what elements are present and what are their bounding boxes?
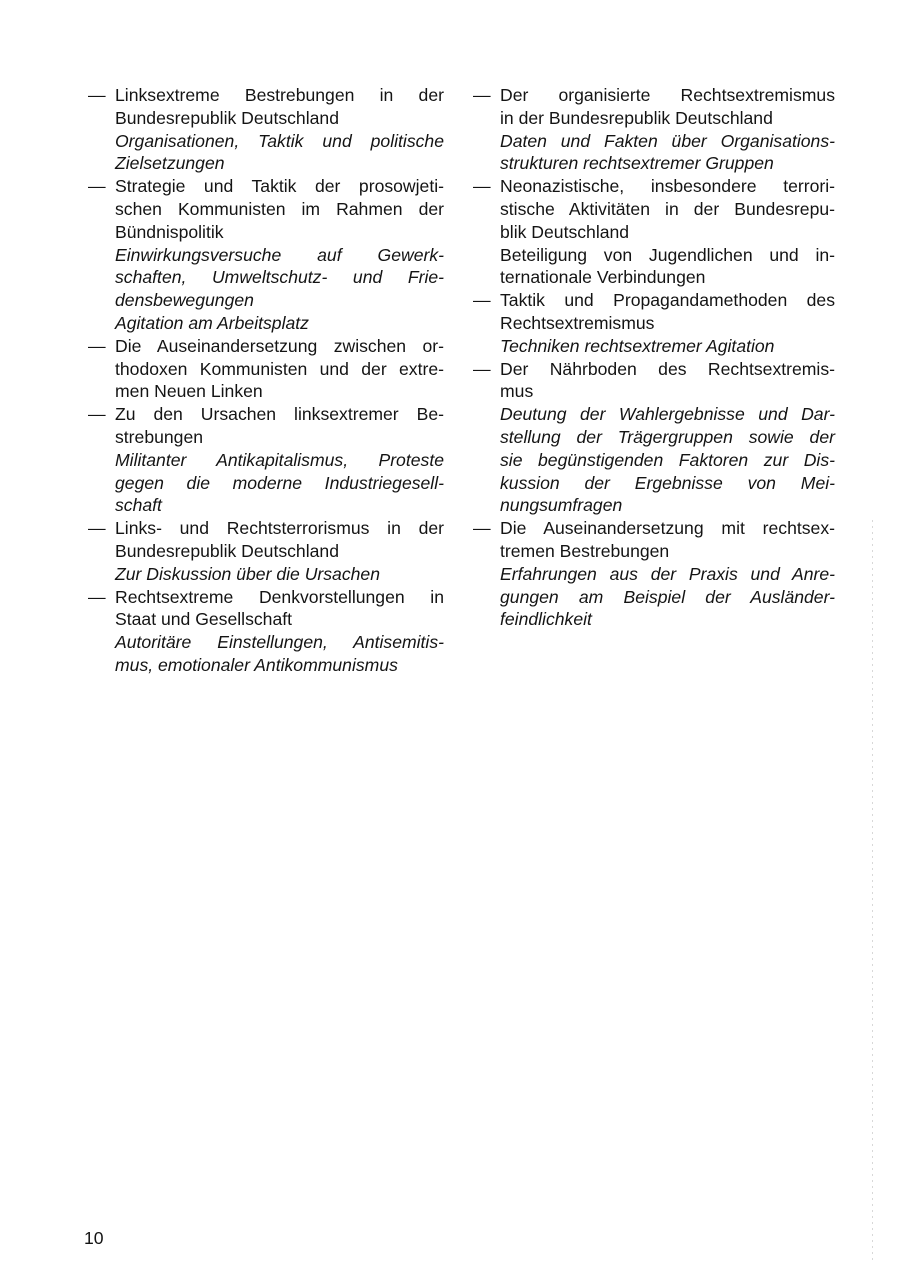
entry-title-line: mus	[500, 381, 534, 402]
entry-title-line: strebungen	[115, 426, 204, 447]
entry-subtitle-line: Zielsetzungen	[115, 153, 225, 174]
entry-title-line: Die Auseinandersetzung mit rechtsex-	[500, 518, 835, 539]
entry-title-line: Der Nährboden des Rechtsextremis-	[500, 358, 835, 379]
right-column	[473, 84, 835, 631]
page-number: 10	[84, 1228, 104, 1248]
entry-title-line: in der Bundesrepublik Deutschland	[500, 107, 773, 128]
scan-edge-artifact	[872, 520, 873, 1260]
bullet-dash: —	[473, 176, 491, 197]
entry-subtitle-line: Deutung der Wahlergebnisse und Dar-	[500, 404, 835, 425]
entry-subtitle-line: Beteiligung von Jugendlichen und in-	[500, 244, 835, 265]
entry-subtitle-line: Einwirkungsversuche auf Gewerk-	[115, 244, 444, 265]
entry-subtitle-line: mus, emotionaler Antikommunismus	[115, 654, 398, 675]
entry-subtitle	[500, 130, 835, 176]
bullet-dash: —	[88, 85, 106, 105]
entry-title-line: Rechtsextremismus	[500, 312, 655, 333]
bullet-dash: —	[88, 335, 106, 356]
entry-subtitle-line: Daten und Fakten über Organisations-	[500, 130, 835, 151]
entry-subtitle-line: schaft	[115, 495, 162, 516]
left-column-entry	[88, 403, 444, 517]
entry-subtitle-line: stellung der Trägergruppen sowie der	[500, 426, 835, 447]
entry-title-line: stische Aktivitäten in der Bundesrepu-	[500, 198, 835, 219]
left-column-entry	[88, 335, 444, 403]
entry-subtitle	[500, 403, 835, 517]
entry-title	[500, 517, 835, 563]
entry-title-line: Zu den Ursachen linksextremer Be-	[115, 404, 444, 425]
bullet-dash: —	[88, 586, 106, 607]
entry-title-line: schen Kommunisten im Rahmen der	[115, 198, 444, 219]
entry-subtitle-line: gungen am Beispiel der Ausländer-	[500, 586, 835, 607]
right-column-entry	[473, 517, 835, 631]
entry-subtitle-line: Militanter Antikapitalismus, Proteste	[115, 449, 444, 470]
entry-title	[115, 586, 444, 632]
entry-subtitle-line: sie begünstigenden Faktoren zur Dis-	[500, 449, 835, 470]
left-column-entry	[88, 84, 444, 175]
entry-title-line: Bundesrepublik Deutschland	[115, 107, 339, 128]
bullet-dash: —	[88, 518, 106, 539]
bullet-dash: —	[473, 290, 491, 311]
entry-title-line: Der organisierte Rechtsextremismus	[500, 85, 835, 105]
bullet-dash: —	[88, 404, 106, 425]
entry-subtitle	[500, 335, 835, 358]
entry-title	[115, 84, 444, 130]
left-column	[88, 84, 444, 677]
entry-title-line: Staat und Gesellschaft	[115, 609, 293, 630]
bullet-dash: —	[473, 518, 491, 539]
entry-subtitle	[115, 244, 444, 335]
entry-subtitle-line: feindlichkeit	[500, 609, 592, 630]
entry-subtitle-line: gegen die moderne Industriegesell-	[115, 472, 444, 493]
entry-subtitle-line: schaften, Umweltschutz- und Frie-	[115, 267, 444, 288]
entry-title	[500, 358, 835, 404]
entry-subtitle	[115, 449, 444, 517]
entry-title-line: Taktik und Propagandamethoden des	[500, 290, 835, 311]
entry-title-line: Rechtsextreme Denkvorstellungen in	[115, 586, 444, 607]
bullet-dash: —	[88, 176, 106, 197]
left-column-entry	[88, 517, 444, 585]
entry-title	[500, 175, 835, 243]
entry-title	[115, 175, 444, 243]
entry-subtitle	[115, 130, 444, 176]
entry-subtitle-line: Organisationen, Taktik und politische	[115, 130, 444, 151]
entry-title-line: blik Deutschland	[500, 221, 630, 242]
entry-title-line: Strategie und Taktik der prosowjeti-	[115, 176, 444, 197]
entry-title	[115, 403, 444, 449]
entry-subtitle	[115, 563, 444, 586]
entry-subtitle-line: Techniken rechtsextremer Agitation	[500, 335, 775, 356]
entry-subtitle-line: nungsumfragen	[500, 495, 623, 516]
entry-subtitle-line: ternationale Verbindungen	[500, 267, 706, 288]
entry-title	[115, 335, 444, 403]
entry-subtitle-line: densbewegungen	[115, 290, 254, 311]
bullet-dash: —	[473, 358, 491, 379]
entry-subtitle-line: Autoritäre Einstellungen, Antisemitis-	[115, 632, 444, 653]
entry-title-line: Bundesrepublik Deutschland	[115, 540, 339, 561]
entry-title	[500, 84, 835, 130]
entry-title-line: thodoxen Kommunisten und der extre-	[115, 358, 444, 379]
entry-subtitle-line: Zur Diskussion über die Ursachen	[115, 563, 380, 584]
entry-subtitle-line: Agitation am Arbeitsplatz	[115, 312, 309, 333]
entry-subtitle	[115, 631, 444, 677]
left-column-entry	[88, 175, 444, 335]
left-column-entry	[88, 586, 444, 677]
entry-title-line: men Neuen Linken	[115, 381, 263, 402]
entry-title-line: Links- und Rechtsterrorismus in der	[115, 518, 444, 539]
entry-title-line: Neonazistische, insbesondere terrori-	[500, 176, 835, 197]
entry-title-line: Linksextreme Bestrebungen in der	[115, 85, 444, 105]
bullet-dash: —	[473, 85, 491, 105]
right-column-entry	[473, 84, 835, 175]
entry-title-line: Die Auseinandersetzung zwischen or-	[115, 335, 444, 356]
entry-subtitle-line: strukturen rechtsextremer Gruppen	[500, 153, 774, 174]
entry-title	[500, 289, 835, 335]
right-column-entry	[473, 358, 835, 518]
entry-subtitle-line: kussion der Ergebnisse von Mei-	[500, 472, 835, 493]
entry-subtitle	[500, 244, 835, 290]
entry-title-line: tremen Bestrebungen	[500, 540, 670, 561]
right-column-entry	[473, 289, 835, 357]
entry-subtitle	[500, 563, 835, 631]
entry-title-line: Bündnispolitik	[115, 221, 224, 242]
entry-title	[115, 517, 444, 563]
entry-subtitle-line: Erfahrungen aus der Praxis und Anre-	[500, 563, 835, 584]
right-column-entry	[473, 175, 835, 289]
